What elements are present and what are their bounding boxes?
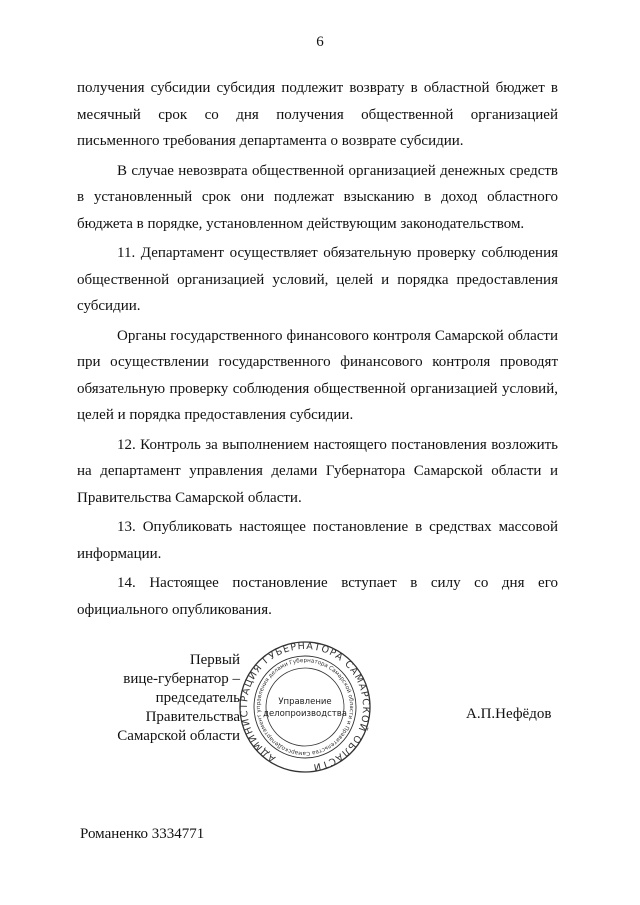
stamp-center-line-1: Управление bbox=[278, 697, 332, 707]
paragraph-5: 12. Контроль за выполнением настоящего постановления возложить на департамент управления делами Губернатора Самарской области и Правительства Самарской области. bbox=[77, 436, 558, 506]
paragraph-2: В случае невозврата общественной организацией денежных средств в установленный срок они подлежат взысканию в доход областного бюджета в порядке, установленном действующим законодательством. bbox=[77, 162, 558, 232]
position-line-3: председатель Правительства bbox=[145, 690, 240, 725]
position-line-4: Самарской области bbox=[117, 728, 240, 744]
position-line-2: вице-губернатор – bbox=[123, 671, 240, 687]
paragraph-7: 14. Настоящее постановление вступает в силу со дня его официального опубликования. bbox=[77, 575, 558, 618]
position-line-1: Первый bbox=[189, 652, 240, 668]
signatory-position bbox=[70, 651, 240, 746]
executor-info: Романенко 3334771 bbox=[80, 826, 205, 842]
paragraph-4: Органы государственного финансового контроля Самарской области при осуществлении государственного финансового контроля проводят обязательную проверку соблюдения общественной организацией условий, целей и порядка предоставления субсидии. bbox=[77, 327, 558, 423]
signatory-name: А.П.Нефёдов bbox=[466, 706, 552, 722]
official-stamp bbox=[238, 640, 372, 774]
paragraph-1: получения субсидии субсидия подлежит возврату в областной бюджет в месячный срок со дня получения общественной организацией письменного требования департамента о возврате субсидии. bbox=[77, 80, 558, 149]
stamp-outer-text: АДМИНИСТРАЦИЯ ГУБЕРНАТОРА САМАРСКОЙ ОБЛАСТИ bbox=[238, 640, 372, 773]
stamp-center-line-2: делопроизводства bbox=[263, 709, 347, 719]
paragraph-3: 11. Департамент осуществляет обязательную проверку соблюдения общественной организацией условий, целей и порядка предоставления субсидии. bbox=[77, 245, 558, 314]
stamp-middle-text: Департамент управления делами Губернатора Самарской области и Правительства Самарской bbox=[255, 657, 355, 757]
document-body bbox=[77, 75, 558, 626]
paragraph-6: 13. Опубликовать настоящее постановление в средствах массовой информации. bbox=[77, 519, 558, 562]
page-number: 6 bbox=[316, 34, 324, 50]
